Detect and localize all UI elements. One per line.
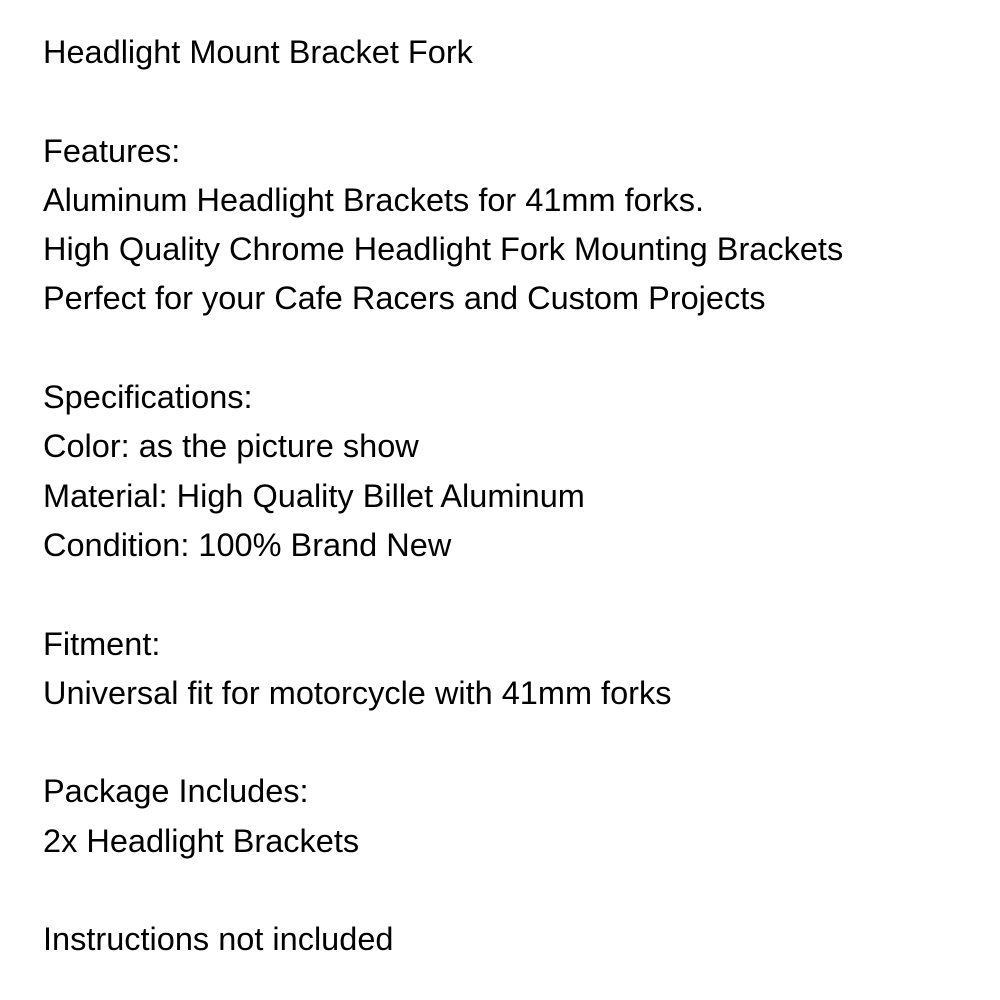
product-title: Headlight Mount Bracket Fork (43, 34, 473, 70)
package-section (43, 767, 843, 866)
spacer (43, 866, 843, 915)
spacer (43, 77, 843, 126)
feature-item: Perfect for your Cafe Racers and Custom Projects (43, 280, 766, 317)
product-description (43, 28, 843, 965)
spacer (43, 324, 843, 373)
spec-color: Color: as the picture show (43, 428, 419, 465)
package-heading: Package Includes: (43, 773, 309, 810)
fitment-item: Universal fit for motorcycle with 41mm forks (43, 674, 672, 711)
spec-material: Material: High Quality Billet Aluminum (43, 477, 585, 514)
feature-item: High Quality Chrome Headlight Fork Mounting Brackets (43, 231, 844, 268)
specifications-heading: Specifications: (43, 379, 253, 416)
fitment-heading: Fitment: (43, 625, 161, 662)
spacer (43, 570, 843, 619)
feature-item: Aluminum Headlight Brackets for 41mm forks. (43, 181, 705, 218)
specifications-section (43, 373, 843, 570)
spacer (43, 718, 843, 767)
features-section (43, 127, 843, 324)
spec-condition: Condition: 100% Brand New (43, 526, 452, 563)
instructions-note: Instructions not included (43, 921, 394, 958)
package-item: 2x Headlight Brackets (43, 822, 360, 859)
features-heading: Features: (43, 132, 181, 169)
fitment-section (43, 620, 843, 719)
